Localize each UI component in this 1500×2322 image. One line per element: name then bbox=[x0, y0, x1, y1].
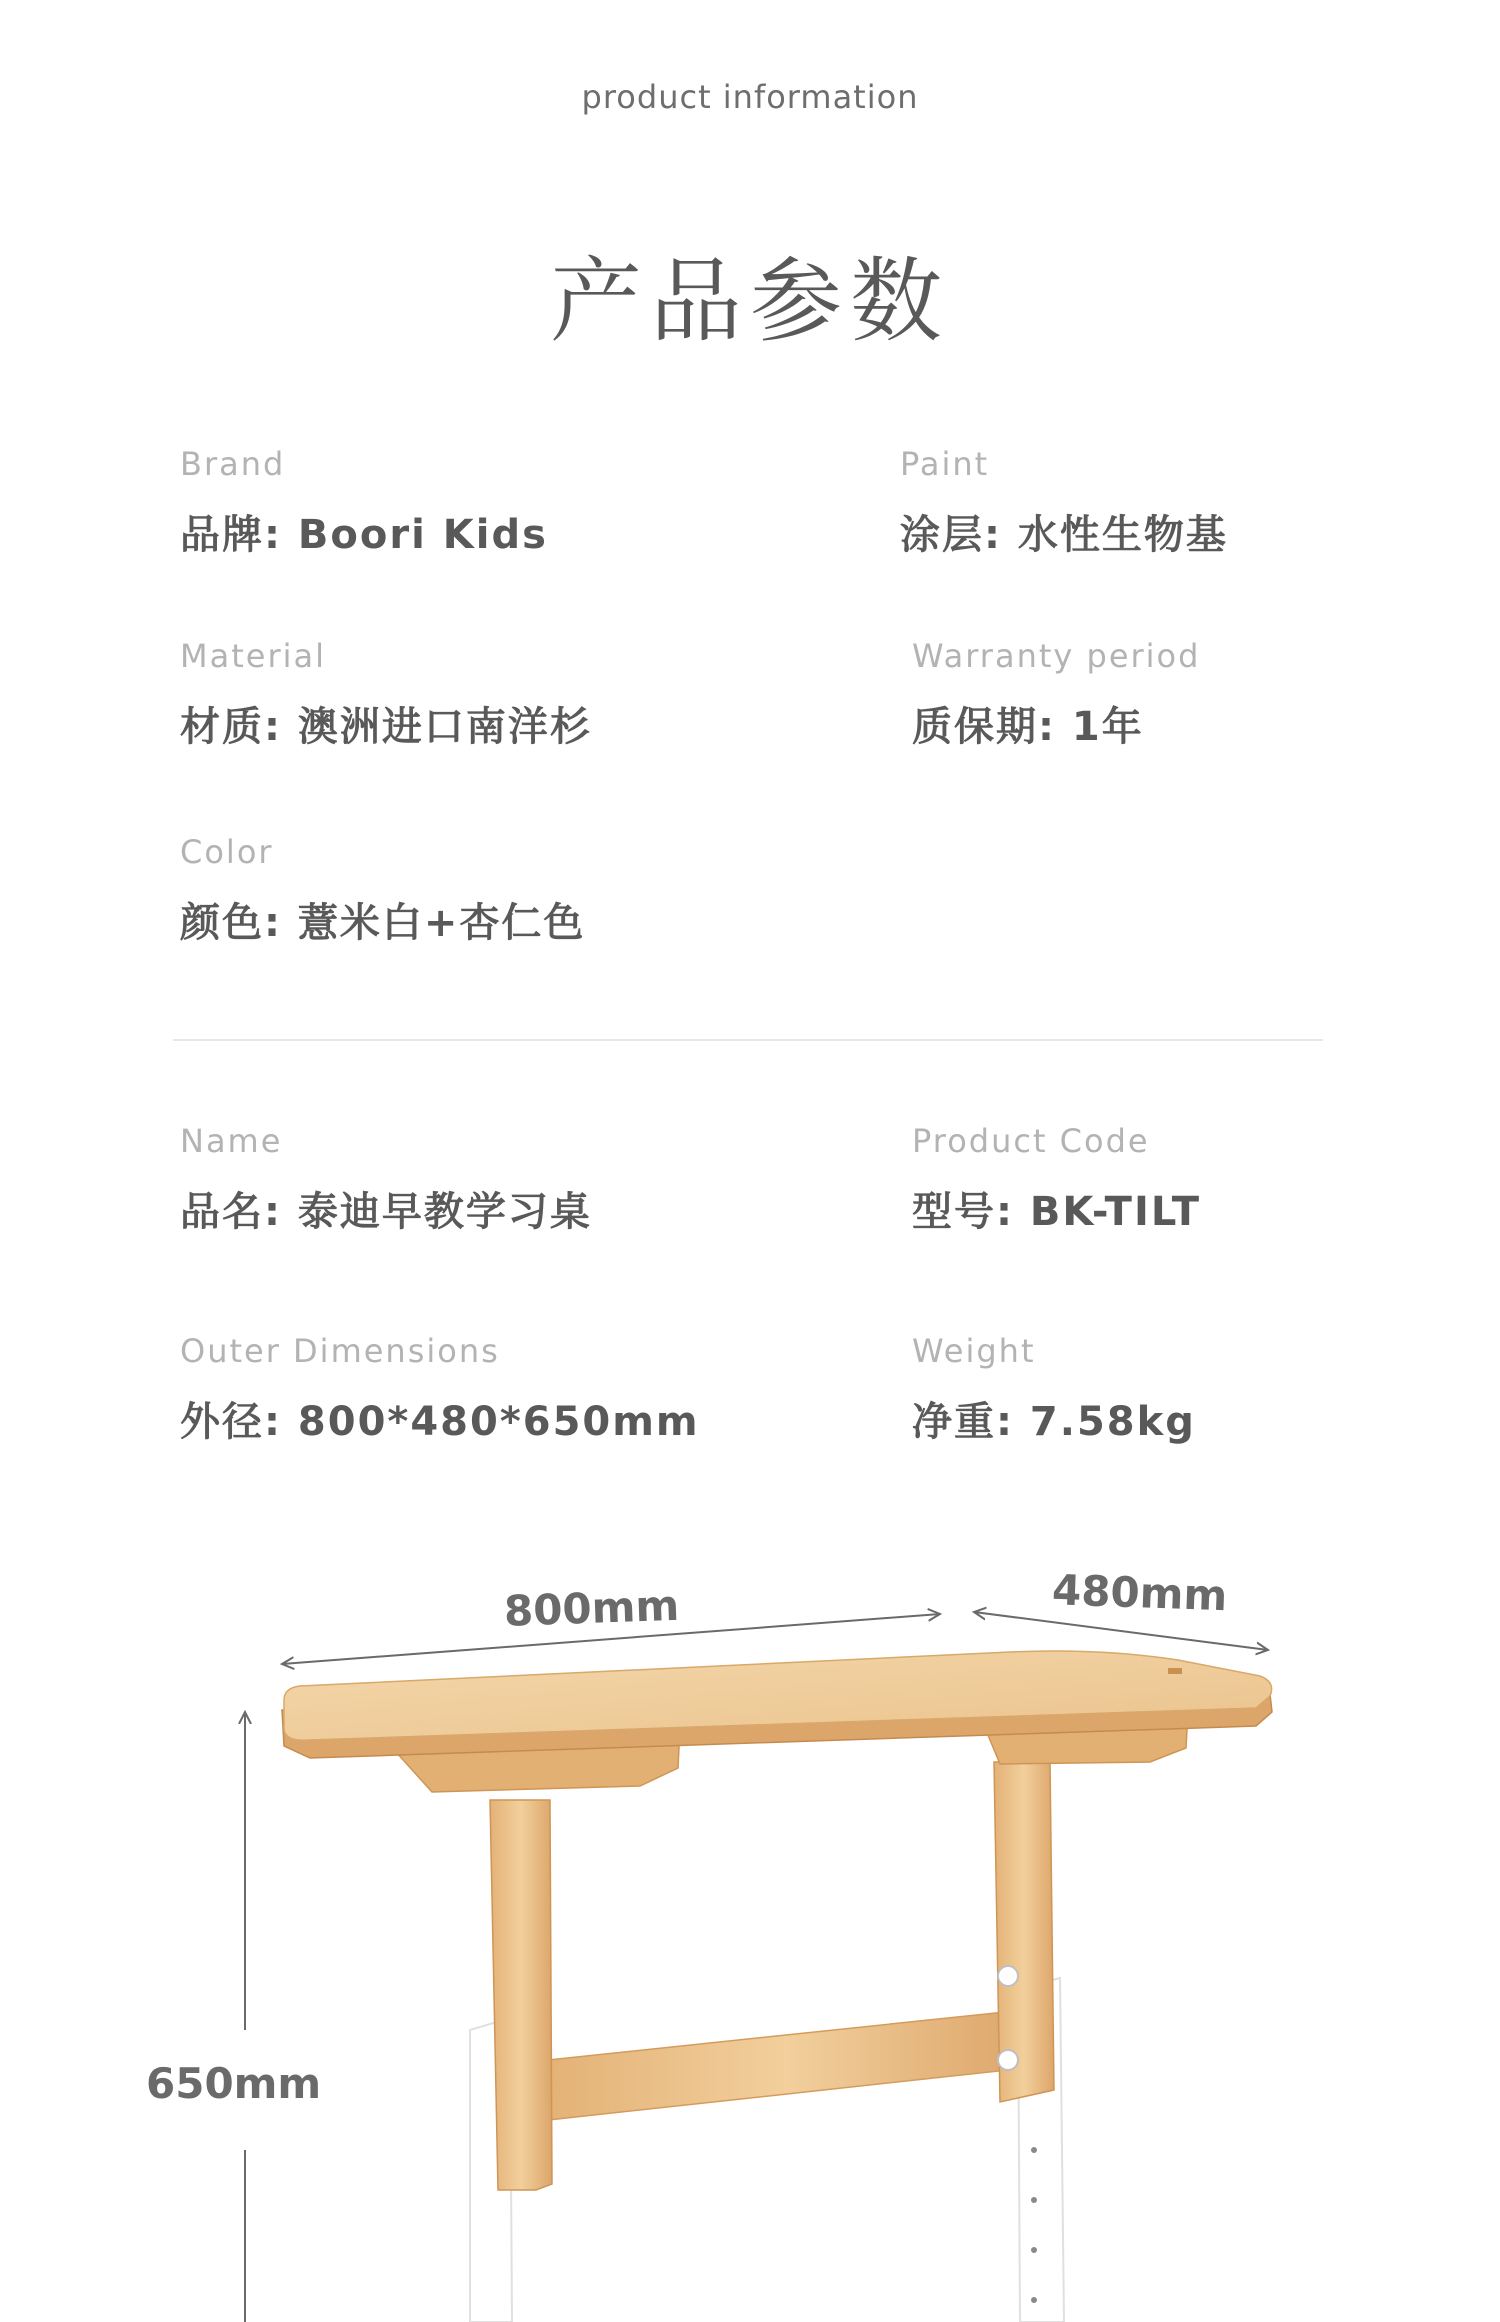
spec-paint-en-label: Paint bbox=[900, 445, 990, 483]
spec-warranty-zh: 质保期: 1年 bbox=[912, 704, 1144, 750]
spec-weight-en-label: Weight bbox=[912, 1332, 1036, 1370]
height-hole-1 bbox=[1031, 2147, 1037, 2153]
spec-color-zh-label: 颜色 bbox=[180, 900, 264, 946]
spec-material-zh: 材质: 澳洲进口南洋杉 bbox=[180, 704, 592, 750]
spec-outer-dimensions bbox=[180, 1332, 700, 1447]
width-dimension-label: 800mm bbox=[503, 1580, 680, 1636]
spec-warranty-value: 1年 bbox=[1071, 704, 1144, 750]
spec-paint-zh: 涂层: 水性生物基 bbox=[900, 512, 1228, 558]
spec-warranty-en-label: Warranty period bbox=[912, 637, 1201, 675]
spec-material-en-label: Material bbox=[180, 637, 326, 675]
spec-paint-zh-label: 涂层 bbox=[900, 512, 984, 558]
height-hole-2 bbox=[1031, 2197, 1037, 2203]
spec-color-value: 薏米白+杏仁色 bbox=[297, 900, 586, 946]
spec-color bbox=[180, 833, 585, 948]
spec-warranty bbox=[912, 637, 1200, 752]
spec-weight-zh: 净重: 7.58kg bbox=[912, 1399, 1196, 1445]
spec-outer-dimensions-zh: 外径: 800*480*650mm bbox=[180, 1399, 700, 1445]
spec-weight-value: 7.58kg bbox=[1029, 1399, 1196, 1445]
spec-outer-dimensions-zh-label: 外径 bbox=[180, 1399, 264, 1445]
spec-brand-value: Boori Kids bbox=[297, 512, 548, 558]
product-information-subtitle: product information bbox=[581, 78, 919, 116]
spec-paint bbox=[900, 445, 1228, 560]
spec-brand bbox=[180, 445, 548, 560]
spec-warranty-zh-label: 质保期 bbox=[912, 704, 1038, 750]
brand-plate bbox=[1168, 1668, 1182, 1674]
spec-name bbox=[180, 1122, 592, 1237]
knob-upper bbox=[998, 1966, 1018, 1986]
depth-dimension-label: 480mm bbox=[1051, 1565, 1229, 1621]
left-wooden-leg bbox=[490, 1800, 552, 2190]
spec-weight bbox=[912, 1332, 1196, 1447]
spec-brand-zh: 品牌: Boori Kids bbox=[180, 512, 548, 558]
spec-outer-dimensions-en-label: Outer Dimensions bbox=[180, 1332, 500, 1370]
spec-outer-dimensions-value: 800*480*650mm bbox=[297, 1399, 700, 1445]
spec-name-en-label: Name bbox=[180, 1122, 283, 1160]
desk-dimension-diagram bbox=[0, 1500, 1500, 2322]
spec-color-zh: 颜色: 薏米白+杏仁色 bbox=[180, 900, 586, 946]
spec-material-zh-label: 材质 bbox=[180, 704, 264, 750]
spec-paint-value: 水性生物基 bbox=[1017, 512, 1228, 558]
spec-color-en-label: Color bbox=[180, 833, 274, 871]
spec-product-code-en-label: Product Code bbox=[912, 1122, 1150, 1160]
desk-crossbar bbox=[548, 2010, 1026, 2120]
spec-product-code-zh: 型号: BK-TILT bbox=[912, 1189, 1201, 1235]
spec-brand-en-label: Brand bbox=[180, 445, 286, 483]
spec-material bbox=[180, 637, 592, 752]
height-dimension-label: 650mm bbox=[146, 2059, 322, 2108]
height-hole-4 bbox=[1031, 2297, 1037, 2303]
spec-material-value: 澳洲进口南洋杉 bbox=[297, 704, 592, 750]
spec-product-code-zh-label: 型号 bbox=[912, 1189, 996, 1235]
spec-name-value: 泰迪早教学习桌 bbox=[297, 1189, 592, 1235]
knob-lower bbox=[998, 2050, 1018, 2070]
spec-brand-zh-label: 品牌 bbox=[180, 512, 264, 558]
spec-product-code-value: BK-TILT bbox=[1029, 1189, 1201, 1235]
height-hole-3 bbox=[1031, 2247, 1037, 2253]
page-title: 产品参数 bbox=[549, 248, 950, 355]
spec-product-code bbox=[912, 1122, 1201, 1237]
spec-name-zh: 品名: 泰迪早教学习桌 bbox=[180, 1189, 592, 1235]
section-divider bbox=[173, 1039, 1323, 1041]
spec-name-zh-label: 品名 bbox=[180, 1189, 264, 1235]
spec-weight-zh-label: 净重 bbox=[912, 1399, 996, 1445]
